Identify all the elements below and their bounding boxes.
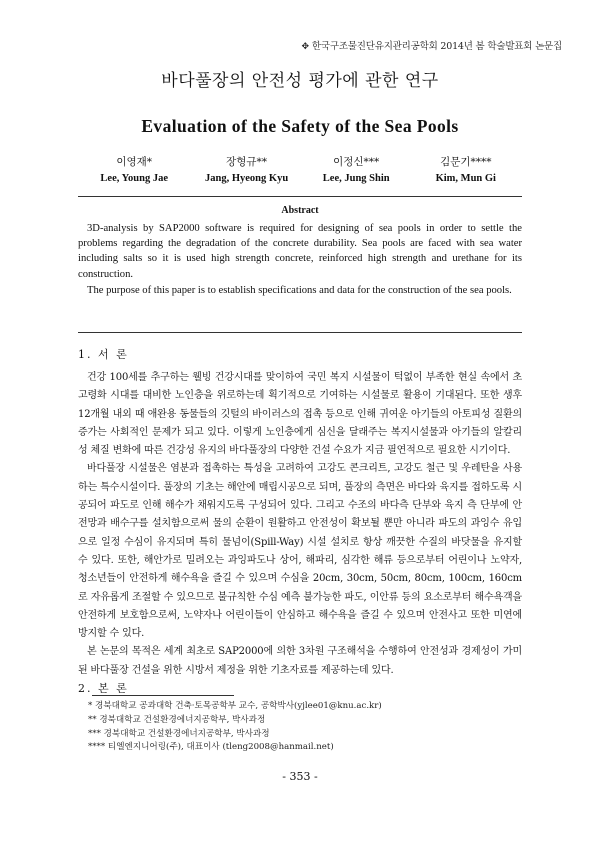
title-english: Evaluation of the Safety of the Sea Pools (141, 116, 459, 136)
section-heading-main: 2. 본 론 (78, 682, 129, 696)
header-mark-icon: ✥ (301, 42, 309, 52)
abstract-paragraph: The purpose of this paper is to establish specifications and data for the construction of the sea pools. (87, 284, 512, 296)
footnotes (88, 700, 508, 755)
author-name-en: Lee, Jung Shin (322, 173, 390, 184)
author-name-ko: 이영재* (116, 156, 153, 168)
section-body (78, 369, 522, 698)
footnote: ** 경북대학교 건설환경에너지공학부, 박사과정 (88, 714, 266, 725)
author-name-ko: 김문기**** (440, 156, 492, 168)
author-name-en: Kim, Mun Gi (435, 173, 496, 184)
title-korean: 바다풀장의 안전성 평가에 관한 연구 (161, 71, 439, 91)
author-name-ko: 이정신*** (333, 156, 380, 168)
conference-name: 한국구조물진단유지관리공학회 2014년 봄 학술발표회 논문집 (311, 41, 562, 52)
divider (78, 196, 522, 197)
abstract-title: Abstract (281, 205, 319, 216)
author-name-en: Lee, Young Jae (100, 173, 168, 184)
body-paragraph: 건강 100세를 추구하는 웰빙 건강시대를 맞이하여 국민 복지 시설물이 턱없이 부족한 현실 속에서 초 고령화 시대를 대비한 노인층을 위로하는데 획기적으로 기여하는 시설물로 활용이 기대된다. 또한 생후 12개월 내외 때 애완용 동물들의 깃털의 바이러스의 접촉 등으로 인해 귀여운 아기들의 아토피성 질환의 증가는 사회적인 문제가 되고 있다. 이렇게 노인층에게 심신을 달래주는 복지시설물과 아기들의 알칼리성 체질 변화에 따른 건강성 유지의 바다풀장의 다양한 건설 수요가 지금 필연적으로 필요한 시기이다. (78, 372, 522, 457)
footnote: * 경북대학교 공과대학 건축·토목공학부 교수, 공학박사(yjlee01@knu.ac.kr) (88, 701, 382, 711)
body-paragraph: 본 논문의 목적은 세계 최초로 SAP2000에 의한 3차원 구조해석을 수행하여 안전성과 경제성이 가미된 바다풀장 건설을 위한 시방서 제정을 위한 기초자료를 제공하는데 있다. (78, 646, 522, 676)
author-list (78, 154, 522, 184)
page-number: - 353 - (282, 770, 318, 783)
body-paragraph: 바다풀장 시설물은 염분과 접촉하는 특성을 고려하여 고강도 콘크리트, 고강도 철근 및 우레탄을 사용하는 특수시설이다. 풀장의 기초는 해안에 매립시공으로 되며, 풀장의 측면은 바다와 육지를 접하도록 시공되어 파도로 인해 해수가 채워지도록 구성되어 있다. 그리고 수조의 바다측 단부와 육지 측 단부에 안전망과 배수구를 설치함으로써 물의 순환이 원활하고 안전성이 확보될 뿐만 아니라 파도의 과잉수 유입으로 일정 수심이 유지되며 특히 물넘이(Spill-Way) 시설 설치로 항상 깨끗한 수질의 바닷물을 유지할 수 있다. 또한, 해안가로 밀려오는 과잉파도나 상어, 해파리, 심각한 해류 등으로부터 어린이나 노약자, 청소년들이 안전하게 해수욕을 즐길 수 있으며 수심을 20cm, 30cm, 50cm, 80cm, 100cm, 160cm로 자유롭게 조절할 수 있으므로 불규칙한 수심 예측 불가능한 파도, 이안류 등의 요소로부터 해수욕객을 안전하게 보호함으로써, 노약자나 어린이들이 안심하고 해수욕을 즐길 수 있으며 안전사고 또한 미연에 방지할 수 있다. (78, 463, 522, 640)
section-heading-introduction: 1. 서 론 (78, 348, 129, 361)
abstract-body (78, 221, 522, 299)
divider (78, 332, 522, 333)
author-name-ko: 장형규** (226, 156, 268, 168)
author-name-en: Jang, Hyeong Kyu (205, 173, 289, 184)
footnote: **** 티엘엔지니어링(주), 대표이사 (tleng2008@hanmail.net) (88, 742, 334, 753)
conference-header (302, 38, 562, 52)
footnote: *** 경북대학교 건설환경에너지공학부, 박사과정 (88, 728, 270, 739)
footnote-divider (92, 695, 234, 696)
abstract-paragraph: 3D-analysis by SAP2000 software is required for designing of sea pools in order to settle the problems regarding the degradation of the concrete durability. Sea pools are faced with sea water including salts so it is used high strength concrete, reinforced high strength and urethane for its construction. (78, 223, 522, 280)
